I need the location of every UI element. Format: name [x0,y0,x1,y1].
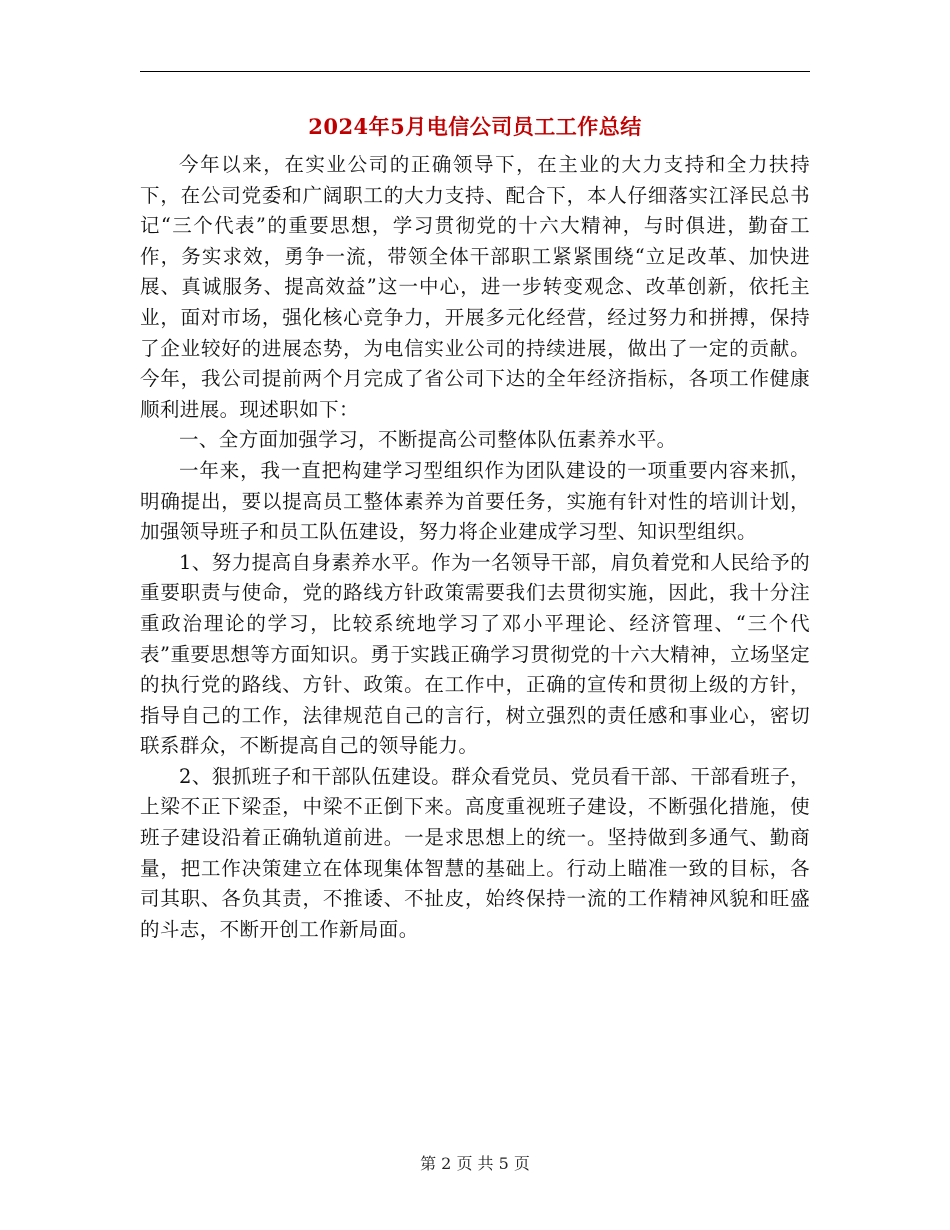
document-title: 2024年5月电信公司员工工作总结 [308,114,642,139]
paragraph-item-1: 1、努力提高自身素养水平。作为一名领导干部，肩负着党和人民给予的重要职责与使命，党的路线方针政策需要我们去贯彻实施，因此，我十分注重政治理论的学习，比较系统地学习了邓小平理论、经济管理、“三个代表”重要思想等方面知识。勇于实践正确学习贯彻党的十六大精神，立场坚定的执行党的路线、方针、政策。在工作中，正确的宣传和贯彻上级的方针，指导自己的工作，法律规范自己的言行，树立强烈的责任感和事业心，密切联系群众，不断提高自己的领导能力。 [140,550,810,758]
document-body [140,150,810,945]
section-heading-1: 一、全方面加强学习，不断提高公司整体队伍素养水平。 [179,428,677,452]
paragraph-item-2: 2、狠抓班子和干部队伍建设。群众看党员、党员看干部、干部看班子，上梁不正下梁歪，中梁不正倒下来。高度重视班子建设，不断强化措施，使班子建设沿着正确轨道前进。一是求思想上的统一。坚持做到多通气、勤商量，把工作决策建立在体现集体智慧的基础上。行动上瞄准一致的目标，各司其职、各负其责，不推诿、不扯皮，始终保持一流的工作精神风貌和旺盛的斗志，不断开创工作新局面。 [140,764,810,941]
header-rule [140,71,810,72]
page-number-footer: 第 2 页 共 5 页 [420,1154,530,1173]
paragraph-section-1: 一年来，我一直把构建学习型组织作为团队建设的一项重要内容来抓，明确提出，要以提高员工整体素养为首要任务，实施有针对性的培训计划，加强领导班子和员工队伍建设，努力将企业建成学习型、知识型组织。 [140,458,810,544]
paragraph-intro: 今年以来，在实业公司的正确领导下，在主业的大力支持和全力扶持下，在公司党委和广阔职工的大力支持、配合下，本人仔细落实江泽民总书记“三个代表”的重要思想，学习贯彻党的十六大精神，与时俱进，勤奋工作，务实求效，勇争一流，带领全体干部职工紧紧围绕“立足改革、加快进展、真诚服务、提高效益”这一中心，进一步转变观念、改革创新，依托主业，面对市场，强化核心竞争力，开展多元化经营，经过努力和拼搏，保持了企业较好的进展态势，为电信实业公司的持续进展，做出了一定的贡献。今年，我公司提前两个月完成了省公司下达的全年经济指标，各项工作健康顺利进展。现述职如下： [140,153,810,421]
